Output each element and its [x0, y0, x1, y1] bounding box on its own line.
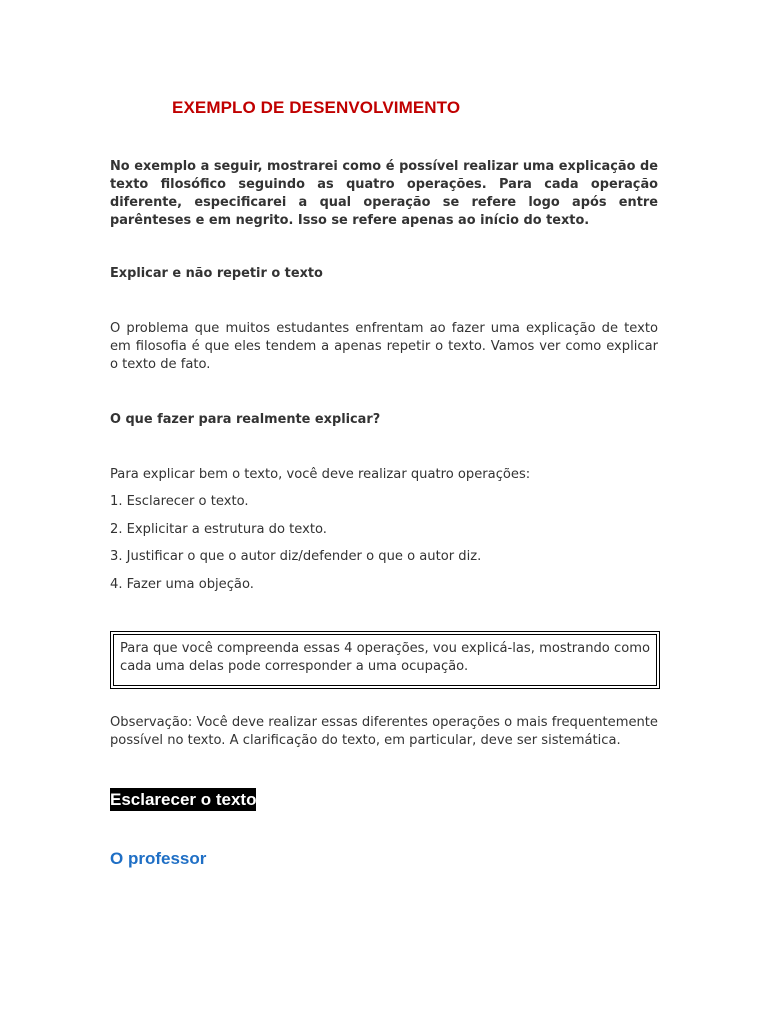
observation-paragraph: Observação: Você deve realizar essas diferentes operações o mais frequentemente possível no texto. A clarificação do texto, em particular, deve ser sistemática.	[110, 715, 658, 748]
heading-explain: Explicar e não repetir o texto	[110, 266, 323, 281]
operations-intro-paragraph: Para explicar bem o texto, você deve realizar quatro operações:	[110, 467, 531, 482]
intro-paragraph: No exemplo a seguir, mostrarei como é possível realizar uma explicação de texto filosófico seguindo as quatro operações. Para cada operação diferente, especificarei a qual operação se refere logo após entre parênteses e em negrito. Isso se refere apenas ao início do texto.	[110, 159, 658, 228]
boxed-note-text: Para que você compreenda essas 4 operações, vou explicá-las, mostrando como cada uma delas pode corresponder a uma ocupação.	[120, 641, 650, 674]
sub-heading: O professor	[110, 849, 207, 868]
list-item: 3. Justificar o que o autor diz/defender o que o autor diz.	[110, 549, 482, 564]
section-heading: Esclarecer o texto	[110, 790, 257, 809]
list-item: 4. Fazer uma objeção.	[110, 576, 254, 592]
heading-what-to-do: O que fazer para realmente explicar?	[110, 412, 381, 427]
list-item: 2. Explicitar a estrutura do texto.	[110, 521, 327, 537]
list-item: 1. Esclarecer o texto.	[110, 494, 249, 509]
boxed-note	[110, 631, 660, 689]
operations-list	[110, 493, 481, 603]
document-title: EXEMPLO DE DESENVOLVIMENTO	[172, 98, 461, 117]
problem-paragraph: O problema que muitos estudantes enfrentam ao fazer uma explicação de texto em filosofia é que eles tendem a apenas repetir o texto. Vamos ver como explicar o texto de fato.	[110, 321, 658, 372]
